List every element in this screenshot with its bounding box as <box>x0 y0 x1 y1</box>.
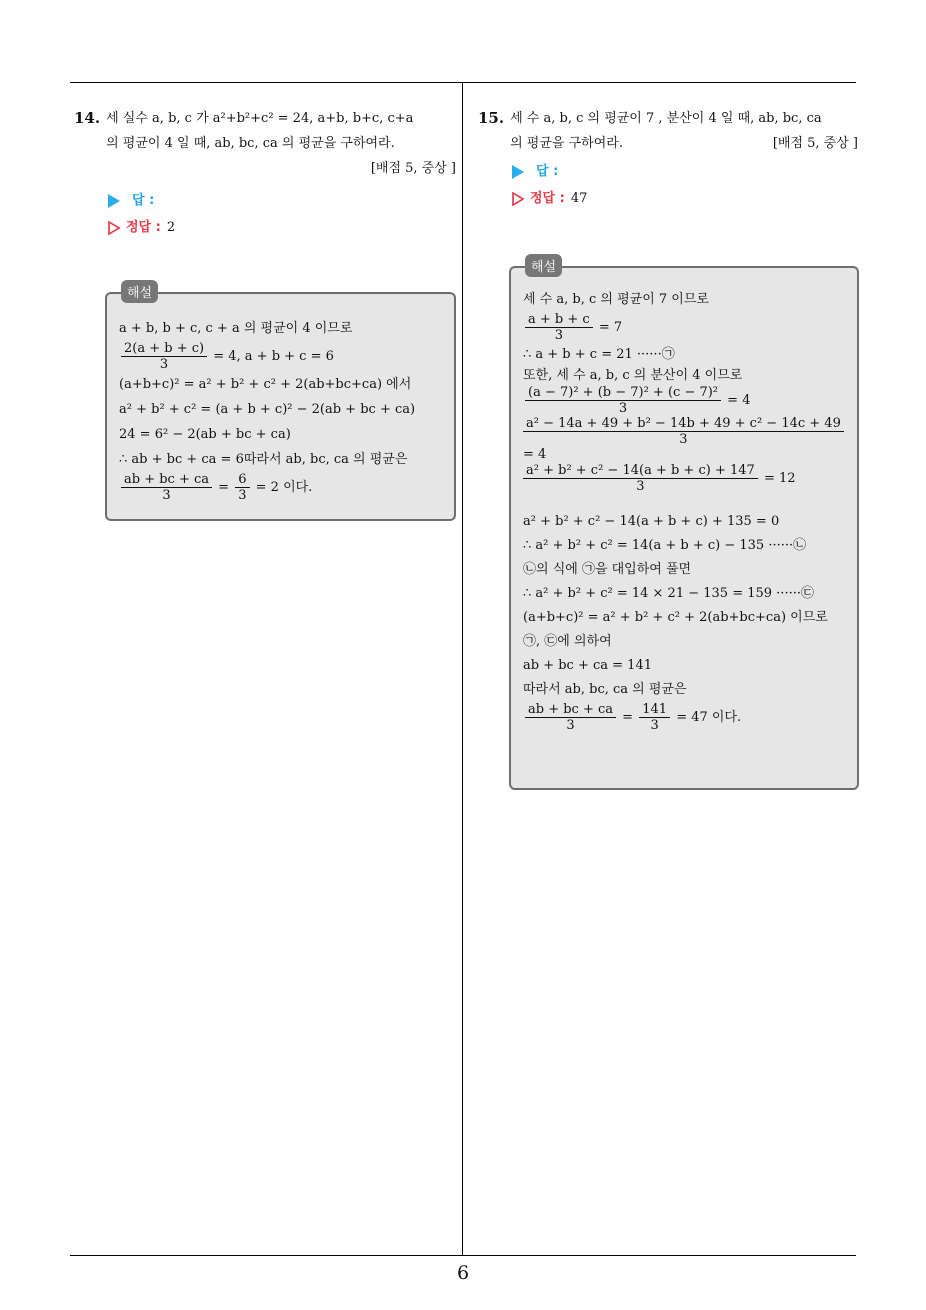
correct-answer-value: 47 <box>570 191 588 206</box>
solution-line: ∴ a² + b² + c² = 14(a + b + c) − 135 ······㉡ <box>523 538 807 553</box>
solution-tab: 해설 <box>121 280 158 303</box>
top-rule <box>70 82 856 83</box>
solution-line: (a+b+c)² = a² + b² + c² + 2(ab+bc+ca) 에서 <box>119 377 412 392</box>
fraction: $\frac{a + b + c}{3}$ <box>525 312 593 343</box>
fraction: $\frac{6}{3}$ <box>235 472 249 503</box>
question-text-line: 의 평균이 4 일 때, ab, bc, ca 의 평균을 구하여라. <box>106 136 395 151</box>
fraction: $\frac{\text{a² − 14a + 49 + b² − 14b + 49 + c² − 14c + 49}}{3}$ <box>523 416 844 447</box>
solution-line: = 4 <box>523 447 547 462</box>
question-text-line: 세 실수 a, b, c 가 a²+b²+c² = 24, a+b, b+c, c+a <box>106 111 414 126</box>
solution-line: $\frac{ab + bc + ca}{3}$ = $\frac{6}{3}$ = 2 이다. <box>119 472 444 503</box>
fraction: $\frac{ab + bc + ca}{3}$ <box>121 472 212 503</box>
correct-answer-row <box>108 214 456 241</box>
solution-line: a² + b² + c² − 14(a + b + c) + 135 = 0 <box>523 514 780 529</box>
answer-row <box>512 158 858 185</box>
answer-label: 답 : <box>536 164 559 179</box>
solution-line: 따라서 ab, bc, ca 의 평균은 <box>523 682 687 697</box>
solution-tab: 해설 <box>525 254 562 277</box>
correct-answer-value: 2 <box>166 220 176 235</box>
correct-answer-label: 정답 : <box>530 191 565 206</box>
solution-line: $\frac{\text{(a − 7)² + (b − 7)² + (c − 7)²}}{3}$ = 4 <box>523 385 847 416</box>
answer-row <box>108 187 456 214</box>
solution-line: 세 수 a, b, c 의 평균이 7 이므로 <box>523 292 709 307</box>
play-triangle-icon <box>512 165 524 179</box>
solution-line: 24 = 6² − 2(ab + bc + ca) <box>119 427 291 442</box>
solution-box-14 <box>105 286 456 521</box>
outline-triangle-icon <box>108 221 120 235</box>
question-14 <box>74 106 456 241</box>
outline-triangle-icon <box>512 192 524 206</box>
solution-line: (a+b+c)² = a² + b² + c² + 2(ab+bc+ca) 이므로 <box>523 610 828 625</box>
question-text-line: 의 평균을 구하여라. [배점 5, 중상 ] <box>510 131 858 156</box>
solution-box-15 <box>509 260 859 790</box>
solution-line: a + b, b + c, c + a 의 평균이 4 이므로 <box>119 321 353 336</box>
play-triangle-icon <box>108 194 120 208</box>
solution-line: 또한, 세 수 a, b, c 의 분산이 4 이므로 <box>523 368 743 383</box>
page-number: 6 <box>456 1262 470 1284</box>
solution-line: $\frac{2(a + b + c)}{3}$ = 4, a + b + c = 6 <box>119 341 444 372</box>
fraction: $\frac{141}{3}$ <box>639 702 670 733</box>
fraction: $\frac{\text{(a − 7)² + (b − 7)² + (c − 7)²}}{3}$ <box>525 385 721 416</box>
solution-line: $\frac{\text{a² + b² + c² − 14(a + b + c) + 147}}{3}$ = 12 <box>523 463 847 494</box>
solution-line: ∴ ab + bc + ca = 6따라서 ab, bc, ca 의 평균은 <box>119 452 408 467</box>
solution-line: $\frac{a + b + c}{3}$ = 7 <box>523 312 847 343</box>
question-15 <box>478 106 858 212</box>
correct-answer-row <box>512 185 858 212</box>
fraction: $\frac{\text{a² + b² + c² − 14(a + b + c) + 147}}{3}$ <box>523 463 758 494</box>
solution-line <box>523 416 847 447</box>
bottom-rule <box>70 1255 856 1256</box>
fraction: $\frac{2(a + b + c)}{3}$ <box>121 341 207 372</box>
score-note: [배점 5, 중상 ] <box>370 161 456 176</box>
solution-line: $\frac{ab + bc + ca}{3}$ = $\frac{141}{3}$ = 47 이다. <box>523 702 847 733</box>
solution-line: a² + b² + c² = (a + b + c)² − 2(ab + bc + ca) <box>119 402 416 417</box>
column-divider <box>462 82 463 1256</box>
solution-line: ab + bc + ca = 141 <box>523 658 652 673</box>
fraction: $\frac{ab + bc + ca}{3}$ <box>525 702 616 733</box>
correct-answer-label: 정답 : <box>126 220 161 235</box>
solution-line: ∴ a² + b² + c² = 14 × 21 − 135 = 159 ······㉢ <box>523 586 814 601</box>
solution-line: ∴ a + b + c = 21 ······㉠ <box>523 347 675 362</box>
question-number: 15. <box>478 109 505 127</box>
question-text-line: 세 수 a, b, c 의 평균이 7 , 분산이 4 일 때, ab, bc, ca <box>510 111 822 126</box>
solution-line: ㉡의 식에 ㉠을 대입하여 풀면 <box>523 562 692 577</box>
answer-label: 답 : <box>132 193 155 208</box>
solution-line: ㉠, ㉢에 의하여 <box>523 634 612 649</box>
score-note: [배점 5, 중상 ] <box>772 136 858 151</box>
question-number: 14. <box>74 109 101 127</box>
